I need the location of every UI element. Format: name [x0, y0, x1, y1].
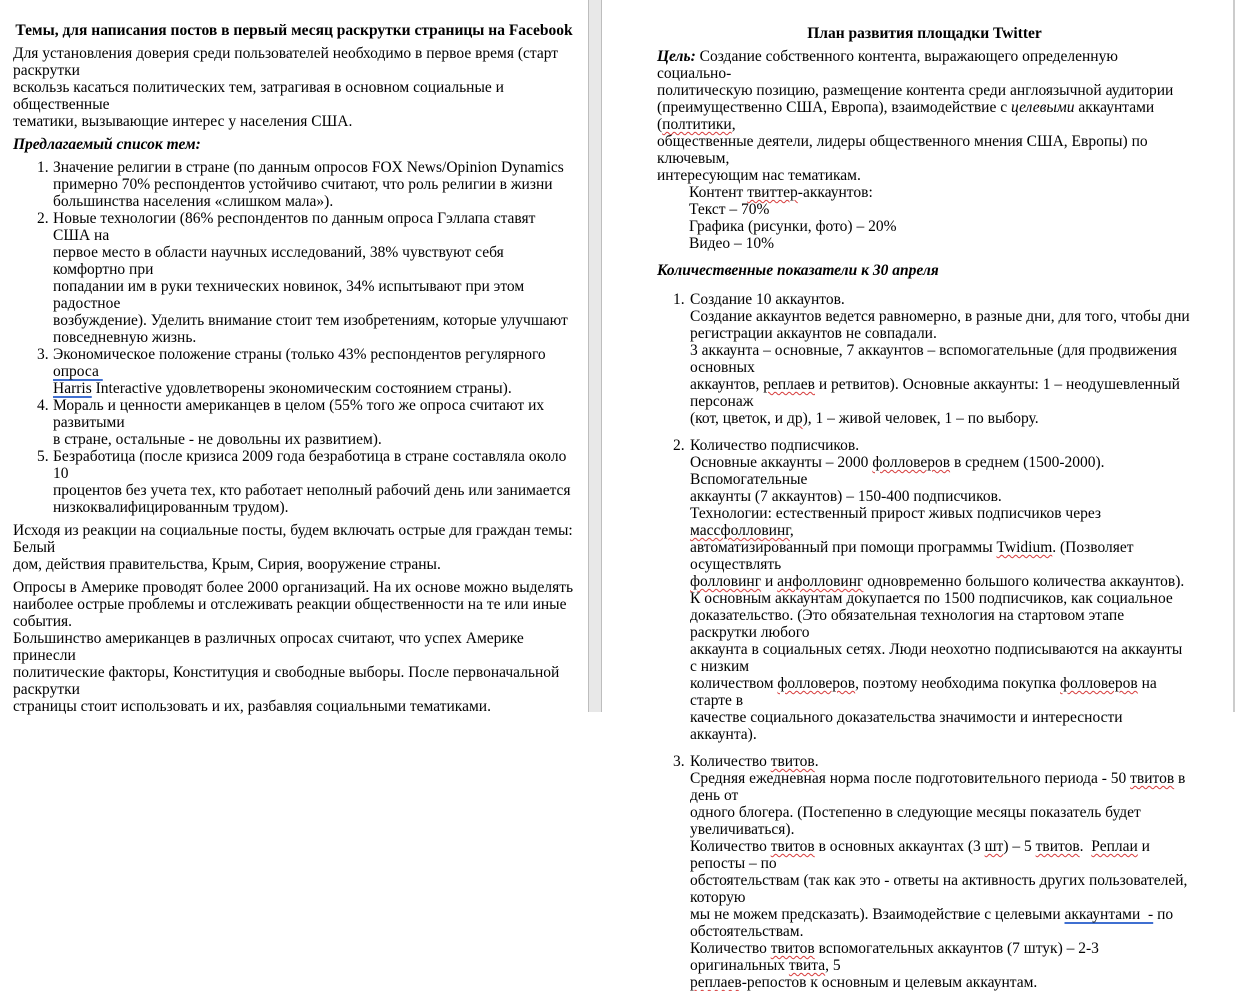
text-run: , 5 [825, 957, 841, 974]
text-line [657, 906, 1192, 923]
list-number: 2. [37, 210, 49, 227]
text-line [657, 872, 1192, 906]
text-run: вспомогательных аккаунтов (7 штук) – 2-3 оригинальных [690, 940, 1103, 974]
text-line [13, 556, 575, 573]
text-run: примерно 70% респондентов устойчиво считают, что роль религии в жизни [53, 176, 553, 193]
text-line [657, 437, 1192, 454]
text-line [657, 201, 1192, 218]
text-line [13, 448, 575, 482]
text-line [657, 167, 1192, 184]
text-run: Количество подписчиков. [690, 437, 860, 454]
text-run: возбуждение). Уделить внимание стоит тем изобретениям, которые улучшают [53, 312, 568, 329]
text-run: Количество [690, 940, 771, 957]
text-run: (кот, цветок, и [690, 410, 787, 427]
text-run: процентов без учета тех, кто работает неполный рабочий день или занимается [53, 482, 571, 499]
misspelled-word: Реплаи [1091, 838, 1138, 855]
text-run: Создание 10 аккаунтов. [690, 291, 845, 308]
text-run: в основных аккаунтах (3 [814, 838, 985, 855]
list-item [13, 448, 575, 516]
text-line [657, 235, 1192, 252]
misspelled-word: твитов [1130, 770, 1175, 787]
misspelled-word: массфолловинг [690, 522, 790, 539]
text-run: и репосты – по [690, 838, 1154, 872]
text-run: целевыми [1010, 99, 1075, 116]
text-run: Графика (рисунки, фото) – 20% [689, 218, 897, 235]
text-run: Безработица (после кризиса 2009 года безработица в стране составляла около 10 [53, 448, 571, 482]
text-run: регистрации аккаунтов не совпадали. [690, 325, 937, 342]
text-run: Средняя ежедневная норма после подготовительного периода - 50 [690, 770, 1131, 787]
text-line [13, 482, 575, 499]
grammar-flagged-text: Harris [53, 380, 92, 397]
list-number: 5. [37, 448, 49, 465]
misspelled-word: реплаев [690, 974, 742, 991]
text-run: Количественные показатели к 30 апреля [657, 262, 939, 279]
topics-list [13, 159, 575, 516]
text-run: первое место в области научных исследований, 38% чувствуют себя комфортно при [53, 244, 508, 278]
text-line [13, 397, 575, 431]
text-run: повседневную жизнь. [53, 329, 197, 346]
text-run: большинства населения «слишком мала»). [53, 193, 334, 210]
misspelled-word: реплаев [763, 376, 815, 393]
text-run: Видео – 10% [689, 235, 775, 252]
text-line [657, 923, 1192, 940]
text-run: качестве социального доказательства значимости и интересности аккаунта). [690, 709, 1127, 743]
text-line [657, 590, 1192, 607]
text-run: интересующим нас тематикам. [657, 167, 861, 184]
text-line [13, 22, 575, 39]
goal-paragraph [657, 48, 1192, 252]
text-line [657, 488, 1192, 505]
text-run: низкоквалифицированным трудом). [53, 499, 289, 516]
text-run: План развития площадки Twitter [807, 25, 1042, 42]
text-line [13, 698, 575, 715]
text-line [13, 499, 575, 516]
text-run: аккаунта в социальных сетях. Люди неохотно подписываются на аккаунты с низким [690, 641, 1187, 675]
text-line [657, 25, 1192, 42]
text-run: . [814, 753, 819, 770]
text-run: Создание аккаунтов ведется равномерно, в разные дни, для того, чтобы дни [690, 308, 1190, 325]
text-run: . (Позволяет осуществлять [690, 539, 1138, 573]
page-gutter [588, 0, 602, 712]
misspelled-word: твита [788, 957, 826, 974]
text-run: ), 1 – живой человек, 1 – по выбору. [802, 410, 1039, 427]
text-line [657, 133, 1192, 167]
text-line [13, 329, 575, 346]
text-line [13, 210, 575, 244]
text-line [657, 410, 1192, 427]
text-run: Количество [690, 838, 771, 855]
text-line [13, 380, 575, 397]
text-run: обстоятельствам. [690, 923, 804, 940]
text-line [13, 136, 575, 153]
text-run: в стране, остальные - не довольны их развитием). [53, 431, 382, 448]
text-line [657, 709, 1192, 743]
text-line [657, 940, 1192, 974]
text-line [657, 325, 1192, 342]
text-run: тематики, вызывающие интерес у населения США. [13, 113, 353, 130]
twitter-doc-title [657, 25, 1192, 42]
text-run: Interactive удовлетворены экономическим состоянием страны). [91, 380, 512, 397]
misspelled-word: фолловеров [872, 454, 951, 471]
text-run: (преимущественно США, Европа), взаимодействие с [657, 99, 1011, 116]
topics-list-heading [13, 136, 575, 153]
document-content-left [13, 22, 575, 715]
text-run: страницы стоит использовать и их, разбавляя социальными тематиками. [13, 698, 491, 715]
grammar-flagged-text: опроса [53, 363, 103, 380]
text-run: аккаунты (7 аккаунтов) – 150-400 подписчиков. [690, 488, 1002, 505]
text-run: Большинство американцев в различных опросах считают, что успех Америке принесли [13, 630, 528, 664]
text-line [657, 770, 1192, 804]
text-line [13, 312, 575, 329]
text-line [13, 346, 575, 380]
text-run: Новые технологии (86% респондентов по данным опроса Гэллапа ставят США на [53, 210, 540, 244]
text-run: Для установления доверия среди пользователей необходимо в первое время (старт раскрутки [13, 45, 562, 79]
misspelled-word: анфолловинг [777, 573, 864, 590]
text-run: -аккаунтов: [797, 184, 873, 201]
text-line [657, 218, 1192, 235]
text-line [657, 974, 1192, 991]
text-line [13, 579, 575, 596]
list-item [13, 346, 575, 397]
text-run: Мораль и ценности американцев в целом (55% того же опроса считают их развитыми [53, 397, 549, 431]
misspelled-word: шт [984, 838, 1004, 855]
text-line [13, 244, 575, 278]
text-run: , [789, 522, 794, 539]
text-line [657, 607, 1192, 641]
text-line [657, 342, 1192, 376]
misspelled-word: твитов [770, 940, 815, 957]
list-number: 1. [673, 291, 685, 308]
misspelled-word: Twidium [996, 539, 1053, 556]
text-run: -репостов к основным и целевым аккаунтам. [741, 974, 1038, 991]
text-line [13, 431, 575, 448]
text-run: и ретвитов). Основные аккаунты: 1 – неодушевленный персонаж [690, 376, 1184, 410]
reaction-paragraph [13, 522, 575, 573]
document-content-right [657, 25, 1192, 991]
text-run: попадании им в руки технических новинок, 34% испытывают при этом радостное [53, 278, 529, 312]
list-item [657, 753, 1192, 991]
text-line [13, 45, 575, 79]
text-line [13, 79, 575, 113]
text-line [657, 753, 1192, 770]
misspelled-word: твиттер [747, 184, 798, 201]
text-run: дом, действия правительства, Крым, Сирия, вооружение страны. [13, 556, 441, 573]
misspelled-word: фолловеров [777, 675, 856, 692]
list-number: 2. [673, 437, 685, 454]
text-run: в день от [690, 770, 1190, 804]
list-number: 1. [37, 159, 49, 176]
text-line [13, 193, 575, 210]
text-run: политическую позицию, размещение контента среди англоязычной аудитории [657, 82, 1174, 99]
text-run: одновременно большого количества аккаунтов). [863, 573, 1185, 590]
text-run: обстоятельствам (так как это - ответы на активность других пользователей, которую [690, 872, 1192, 906]
text-line [657, 99, 1192, 133]
text-line [657, 82, 1192, 99]
list-number: 3. [37, 346, 49, 363]
text-line [13, 630, 575, 664]
text-line [657, 291, 1192, 308]
text-line [13, 278, 575, 312]
text-run: Предлагаемый список тем: [13, 136, 201, 153]
text-run: Исходя из реакции на социальные посты, будем включать острые для граждан темы: Белый [13, 522, 577, 556]
text-run: на старте в [690, 675, 1161, 709]
text-run: мы не можем предсказать). Взаимодействие с целевыми [690, 906, 1065, 923]
text-run: политические факторы, Конституция и свободные выборы. После первоначальной раскрутки [13, 664, 564, 698]
text-run: Экономическое положение страны (только 43% респондентов регулярного [53, 346, 550, 363]
list-item [657, 291, 1192, 427]
text-run: , [731, 116, 736, 133]
text-run: в среднем (1500-2000). Вспомогательные [690, 454, 1109, 488]
text-line [657, 454, 1192, 488]
text-run: Основные аккаунты – 2000 [690, 454, 873, 471]
misspelled-word: твитов [1035, 838, 1080, 855]
kpi-heading [657, 262, 1192, 279]
text-line [13, 664, 575, 698]
text-run: Технологии: естественный прирост живых подписчиков через [690, 505, 1105, 522]
document-page-right[interactable] [602, 0, 1238, 991]
facebook-doc-title [13, 22, 575, 39]
misspelled-word: твитов [770, 753, 815, 770]
text-run: аккаунтов, [690, 376, 764, 393]
text-line [13, 522, 575, 556]
text-run: . [1079, 838, 1092, 855]
text-run: наиболее острые проблемы и отслеживать реакции общественности на те или иные события. [13, 596, 571, 630]
text-line [657, 505, 1192, 539]
text-line [657, 376, 1192, 410]
text-line [657, 48, 1192, 82]
text-run: общественные деятели, лидеры общественного мнения США, Европы) по ключевым, [657, 133, 1152, 167]
misspelled-word: фолловеров [1060, 675, 1138, 692]
misspelled-word: твитов [770, 838, 815, 855]
text-line [13, 113, 575, 130]
text-run: , поэтому необходима покупка [855, 675, 1061, 692]
polls-paragraph [13, 579, 575, 715]
text-line [657, 838, 1192, 872]
text-run: доказательство. (Это обязательная технология на стартовом этапе раскрутки любого [690, 607, 1128, 641]
text-run: одного блогера. (Постепенно в следующие месяцы показатель будет увеличиваться). [690, 804, 1145, 838]
text-line [657, 573, 1192, 590]
text-line [657, 539, 1192, 573]
next-page-edge [1233, 0, 1235, 712]
text-line [657, 262, 1192, 279]
text-line [657, 308, 1192, 325]
text-run: 3 аккаунта – основные, 7 аккаунтов – вспомогательные (для продвижения основных [690, 342, 1181, 376]
text-run: вскользь касаться политических тем, затрагивая в основном социальные и общественные [13, 79, 508, 113]
text-run: автоматизированный при помощи программы [690, 539, 997, 556]
list-number: 3. [673, 753, 685, 770]
text-run: Количество [690, 753, 771, 770]
text-run: количеством [690, 675, 778, 692]
text-line [13, 596, 575, 630]
list-number: 4. [37, 397, 49, 414]
text-run: по [1153, 906, 1174, 923]
list-item [657, 437, 1192, 743]
text-line [13, 176, 575, 193]
list-item [13, 397, 575, 448]
text-run: Текст – 70% [689, 201, 770, 218]
text-run: Темы, для написания постов в первый месяц раскрутки страницы на Facebook [15, 22, 573, 39]
misspelled-word: фолловинг [690, 573, 762, 590]
kpi-list [657, 291, 1192, 991]
text-line [657, 675, 1192, 709]
facebook-intro-paragraph [13, 45, 575, 130]
list-item [13, 210, 575, 346]
list-item [13, 159, 575, 210]
text-line [657, 641, 1192, 675]
text-line [13, 159, 575, 176]
text-run: Контент [689, 184, 748, 201]
text-line [657, 184, 1192, 201]
text-run: Опросы в Америке проводят более 2000 организаций. На их основе можно выделять [13, 579, 574, 596]
text-line [657, 804, 1192, 838]
text-run: аккаунтами ( [657, 99, 1159, 133]
text-run: и [761, 573, 778, 590]
text-run: Создание собственного контента, выражающего определенную социально- [657, 48, 1122, 82]
text-run: Цель: [657, 48, 696, 65]
text-run: Значение религии в стране (по данным опросов FOX News/Opinion Dynamics [53, 159, 564, 176]
text-run: К основным аккаунтам докупается по 1500 подписчиков, как социальное [690, 590, 1173, 607]
misspelled-word: полтитики [662, 116, 732, 133]
misspelled-word: др [786, 410, 803, 427]
grammar-flagged-text: аккаунтами - [1064, 906, 1154, 923]
document-page-left[interactable] [0, 0, 588, 715]
text-run: ) – 5 [1003, 838, 1036, 855]
